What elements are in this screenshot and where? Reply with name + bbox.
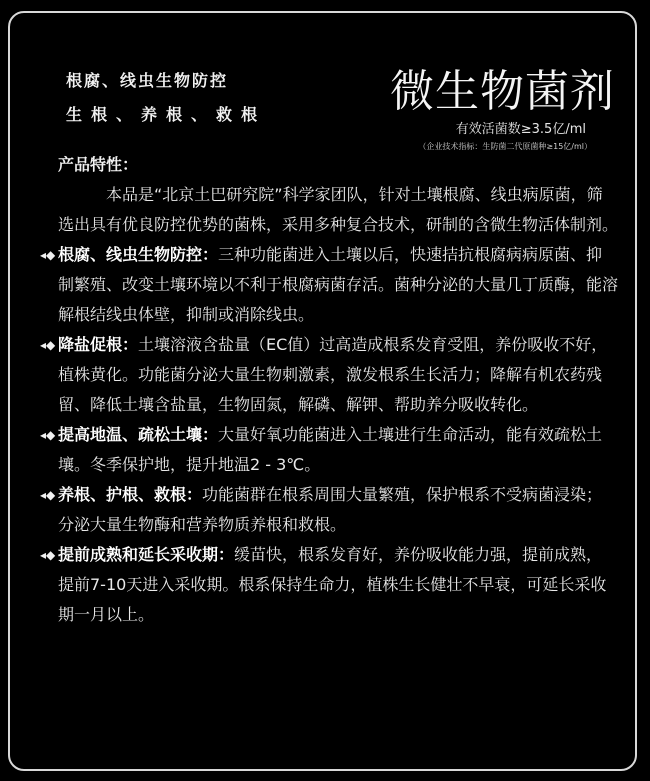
feature-text: 功能菌群在根系周围大量繁殖，保护根系不受病菌浸染；分泌大量生物酶和营养物质养根和救根。 — [58, 485, 603, 534]
arrow-diamond-icon: ◂◆ — [40, 488, 56, 502]
feature-label: 提高地温、疏松土壤： — [58, 425, 219, 444]
active-bacteria-spec: 有效活菌数≥3.5亿/ml — [455, 122, 586, 137]
tagline-2: 生根、养根、救根 — [66, 105, 267, 124]
feature-text: 大量好氧功能菌进入土壤进行生命活动，能有效疏松土壤。冬季保护地，提升地温2 - 3℃。 — [58, 425, 603, 474]
arrow-diamond-icon: ◂◆ — [40, 248, 56, 262]
feature-label: 降盐促根： — [58, 335, 139, 354]
feature-label: 提前成熟和延长采收期： — [58, 545, 235, 564]
section-heading: 产品特性： — [58, 155, 139, 174]
enterprise-spec-note: （企业技术指标：生防菌二代原菌种≥15亿/ml） — [418, 142, 592, 151]
feature-item — [38, 240, 618, 330]
feature-text: 三种功能菌进入土壤以后，快速拮抗根腐病病原菌、抑制繁殖、改变土壤环境以不利于根腐病菌存活。菌种分泌的大量几丁质酶，能溶解根结线虫体壁，抑制或消除线虫。 — [58, 245, 619, 324]
product-description — [38, 150, 618, 630]
arrow-diamond-icon: ◂◆ — [40, 428, 56, 442]
feature-label: 根腐、线虫生物防控： — [58, 245, 219, 264]
feature-item — [38, 420, 618, 480]
feature-text: 缓苗快，根系发育好，养份吸收能力强，提前成熟，提前7-10天进入采收期。根系保持生命力，植株生长健壮不早衰，可延长采收期一月以上。 — [58, 545, 607, 624]
feature-item — [38, 330, 618, 420]
feature-label: 养根、护根、救根： — [58, 485, 203, 504]
arrow-diamond-icon: ◂◆ — [40, 548, 56, 562]
feature-item — [38, 540, 618, 630]
feature-text: 土壤溶液含盐量（EC值）过高造成根系发育受阻，养份吸收不好，植株黄化。功能菌分泌大量生物刺激素，激发根系生长活力；降解有机农药残留、降低土壤含盐量，生物固氮，解磷、解钾、帮助养分吸收转化。 — [58, 335, 608, 414]
product-title: 微生物菌剂 — [390, 66, 615, 117]
arrow-diamond-icon: ◂◆ — [40, 338, 56, 352]
intro-paragraph: 本品是“北京土巴研究院”科学家团队，针对土壤根腐、线虫病原菌，筛选出具有优良防控优势的菌株，采用多种复合技术，研制的含微生物活体制剂。 — [58, 185, 619, 234]
tagline-1: 根腐、线虫生物防控 — [66, 71, 229, 90]
feature-item — [38, 480, 618, 540]
